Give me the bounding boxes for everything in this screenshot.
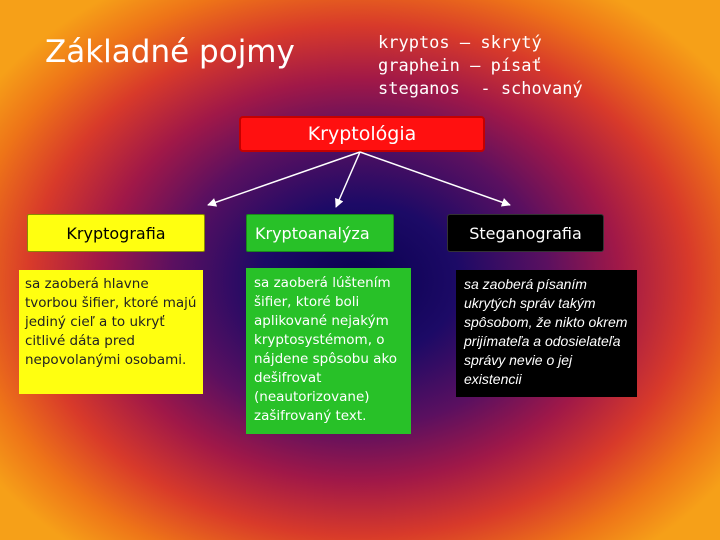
- branch-kryptografia-header: Kryptografia: [27, 214, 205, 252]
- branch-steganografia-description: sa zaoberá písaním ukrytých správ takým spôsobom, že nikto okrem prijímateľa a odosielateľa správy nevie o jej existencii: [456, 270, 637, 397]
- root-node-kryptologia: Kryptológia: [239, 116, 485, 152]
- branch-kryptoanalyza-description: sa zaoberá lúštením šifier, ktoré boli aplikované nejakým kryptosystémom, o nájdene spôsobu ako dešifrovat (neautorizovane) zašifrovaný text.: [246, 268, 411, 434]
- etymology-kryptos: kryptos – skrytý: [378, 33, 542, 53]
- etymology-graphein: graphein – písať: [378, 56, 542, 76]
- slide-title: Základné pojmy: [45, 34, 295, 70]
- branch-steganografia-header: Steganografia: [447, 214, 604, 252]
- arrow-to-kryptoanalyza: [336, 152, 360, 207]
- etymology-steganos: steganos - schovaný: [378, 79, 583, 99]
- branch-kryptografia-description: sa zaoberá hlavne tvorbou šifier, ktoré majú jediný cieľ a to ukryť citlivé dáta pred nepovolanými osobami.: [19, 270, 203, 394]
- arrow-to-kryptografia: [208, 152, 360, 205]
- arrow-to-steganografia: [360, 152, 510, 205]
- branch-kryptoanalyza-header: Kryptoanalýza: [246, 214, 394, 252]
